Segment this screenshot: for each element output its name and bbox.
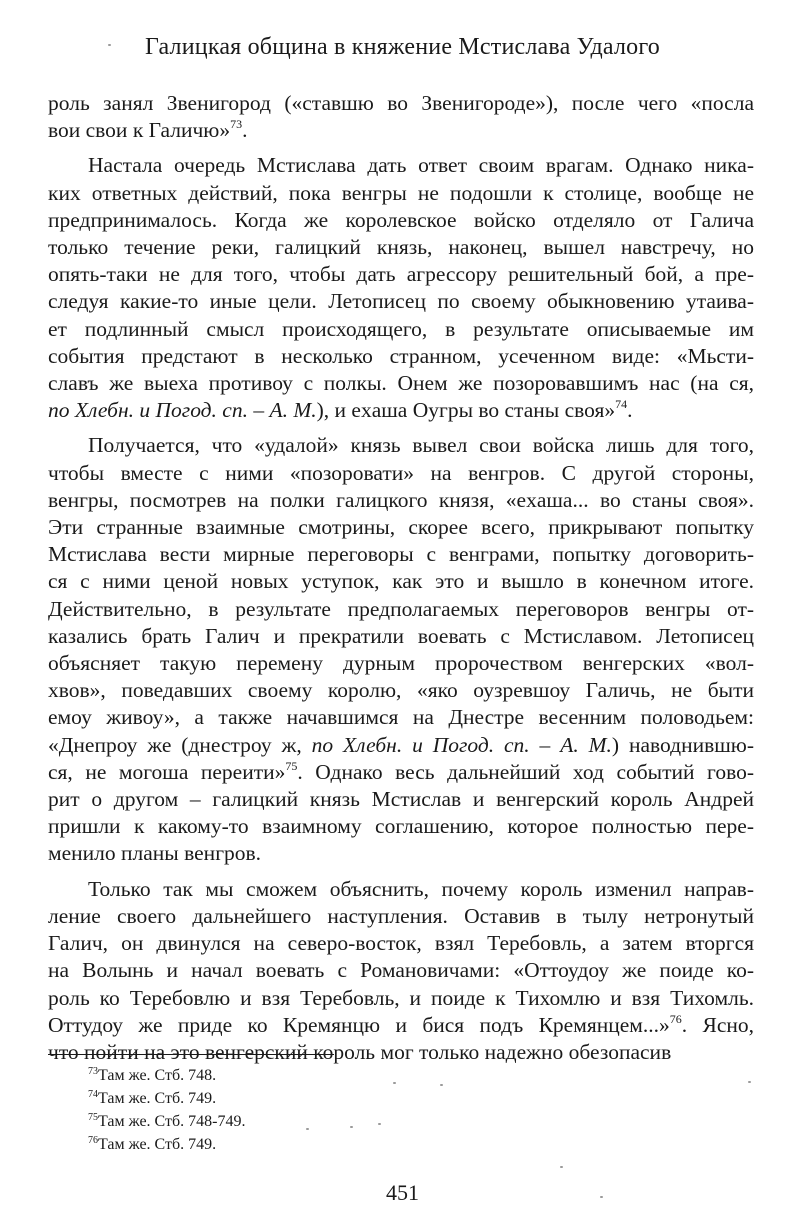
text-line (48, 1039, 754, 1066)
scan-speck (350, 1126, 353, 1128)
footnote-number: 73 (88, 1066, 98, 1077)
italic-run: по Хлебн. и Погод. сп. – А. М. (48, 398, 317, 423)
text-run: опять-таки не для того, чтобы дать агрессору решительный бой, а пре- (48, 262, 754, 287)
text-line (48, 90, 754, 117)
text-line (48, 732, 754, 759)
text-run: что пойти на это венгерский король мог только надежно обезопасив (48, 1039, 672, 1064)
paragraph (48, 152, 754, 424)
text-line (48, 677, 754, 704)
text-line (48, 460, 754, 487)
body-text (48, 90, 754, 1074)
italic-run: по Хлебн. и Погод. сп. – А. М. (311, 732, 612, 757)
text-run: венгры, посмотрев на полки галицкого князя, «exaша... во станы своя». (48, 487, 754, 512)
text-line (48, 623, 754, 650)
scan-speck (306, 1128, 309, 1130)
text-run: рит о другом – галицкий князь Мстислав и венгерский король Андрей (48, 787, 754, 812)
text-line (48, 903, 754, 930)
text-run: емоу живоу», а также начавшимся на Днестре весенним половодьем: (48, 705, 754, 730)
text-run: Получается, что «удалой» князь вывел свои войска лишь для того, (88, 433, 754, 458)
text-line (48, 759, 754, 786)
text-run: предпринималось. Когда же королевское войско отделяло от Галича (48, 207, 754, 232)
text-line (48, 1012, 754, 1039)
text-run: только течение реки, галицкий князь, наконец, вышел навстречу, но (48, 235, 754, 260)
footnotes (88, 1064, 245, 1156)
footnote-ref: 75 (285, 758, 298, 773)
scan-speck (393, 1082, 396, 1084)
text-run: «Днепроу же (днестроу ж, (48, 732, 312, 757)
paragraph (48, 90, 754, 144)
paragraph (48, 876, 754, 1066)
footnote-text: Там же. Стб. 749. (98, 1136, 217, 1153)
footnote-ref: 73 (230, 117, 243, 132)
text-run: Мстислава вести мирные переговоры с венграми, попытку договорить- (48, 542, 754, 567)
text-run: ких ответных действий, пока венгры не подошли к столице, вообще не (48, 180, 754, 205)
footnote-number: 76 (88, 1135, 98, 1146)
text-run: на Волынь и начал воевать с Романовичами: «Оттоудоу же поиде ко- (48, 958, 754, 983)
text-line (48, 152, 754, 179)
text-run: ), и exaша Оугры во станы своя» (316, 398, 616, 423)
footnote-number: 75 (88, 1112, 98, 1123)
text-line (48, 596, 754, 623)
text-line (48, 180, 754, 207)
footnote (88, 1110, 245, 1133)
text-line (48, 487, 754, 514)
footnote-ref: 76 (669, 1011, 682, 1026)
footnote-text: Там же. Стб. 748-749. (98, 1113, 246, 1130)
text-run: Действительно, в результате предполагаемых переговоров венгры от- (48, 596, 754, 621)
text-line (48, 786, 754, 813)
text-run: . (242, 118, 248, 143)
text-run: казались брать Галич и прекратили воевать с Мстиславом. Летописец (48, 623, 754, 648)
text-run: события предстают в несколько странном, усеченном виде: «Мьсти- (48, 343, 754, 368)
text-run: пришли к какому-то взаимному соглашению, которое полностью пере- (48, 814, 754, 839)
page-number: 451 (386, 1180, 419, 1205)
running-head: Галицкая община в княжение Мстислава Удалого (145, 34, 660, 60)
text-line (48, 234, 754, 261)
footnote (88, 1064, 245, 1087)
text-line (48, 704, 754, 731)
text-run: Настала очередь Мстислава дать ответ своим врагам. Однако ника- (88, 153, 754, 178)
footnote-text: Там же. Стб. 748. (98, 1067, 217, 1084)
text-run: ) наводнившю- (611, 732, 755, 757)
text-line (48, 432, 754, 459)
text-run: Эти странные взаимные смотрины, скорее всего, прикрывают попытку (48, 515, 754, 540)
footnote (88, 1087, 245, 1110)
text-line (48, 370, 754, 397)
text-line (48, 316, 754, 343)
text-line (48, 813, 754, 840)
text-line (48, 261, 754, 288)
text-run: славъ же выеха противоу с полкы. Онем же позоровавшимъ нас (на ся, (48, 371, 754, 396)
text-line (48, 840, 754, 867)
text-run: . (627, 398, 633, 423)
text-line (48, 957, 754, 984)
text-run: ет подлинный смысл происходящего, в результате описываемые им (48, 316, 754, 341)
footnote-separator (48, 1054, 334, 1055)
text-run: вои свои к Галичю» (48, 118, 231, 143)
text-line (48, 288, 754, 315)
text-run: ся с ними ценой новых уступок, как это и вышло в конечном итоге. (48, 569, 754, 594)
text-run: . Ясно, (681, 1012, 755, 1037)
text-run: хвов», поведавших своему королю, «яко оузревшоу Галичь, не быти (48, 678, 754, 703)
text-line (48, 985, 754, 1012)
text-run: Оттудоу же приде ко Кремянцю и бися подъ Кремянцем...» (48, 1012, 670, 1037)
text-run: роль занял Звенигород («ставшю во Звенигороде»), после чего «посла (48, 91, 754, 115)
text-run: чтобы вместе с ними «позоровати» на венгров. С другой стороны, (48, 460, 754, 485)
text-line (48, 930, 754, 957)
text-run: следуя какие-то иные цели. Летописец по своему обыкновению утаива- (48, 289, 754, 314)
text-line (48, 876, 754, 903)
text-line (48, 117, 754, 144)
footnote-text: Там же. Стб. 749. (98, 1090, 217, 1107)
footnote (88, 1133, 245, 1156)
scan-speck (108, 44, 111, 46)
text-line (48, 207, 754, 234)
text-line (48, 568, 754, 595)
text-line (48, 343, 754, 370)
footnote-number: 74 (88, 1089, 98, 1100)
scan-speck (378, 1123, 381, 1125)
text-line (48, 514, 754, 541)
text-line (48, 541, 754, 568)
text-run: Только так мы сможем объяснить, почему король изменил направ- (88, 876, 754, 901)
text-run: объясняет такую перемену дурным пророчеством венгерских «вол- (48, 651, 754, 676)
scan-speck (748, 1081, 751, 1083)
scan-speck (560, 1166, 563, 1168)
footnote-ref: 74 (615, 397, 628, 412)
text-run: ся, не могоша переити» (48, 759, 286, 784)
scan-speck (440, 1084, 443, 1086)
text-run: . Однако весь дальнейший ход событий гово- (297, 759, 754, 784)
scan-speck (600, 1196, 603, 1198)
text-run: роль ко Теребовлю и взя Теребовль, и поиде к Тихомлю и взя Тихомль. (48, 985, 754, 1010)
text-run: менило планы венгров. (48, 841, 262, 866)
text-line (48, 397, 754, 424)
paragraph (48, 432, 754, 867)
text-run: ление своего дальнейшего наступления. Оставив в тылу нетронутый (48, 903, 754, 928)
text-line (48, 650, 754, 677)
text-run: Галич, он двинулся на северо-восток, взял Теребовль, а затем вторгся (48, 931, 754, 956)
